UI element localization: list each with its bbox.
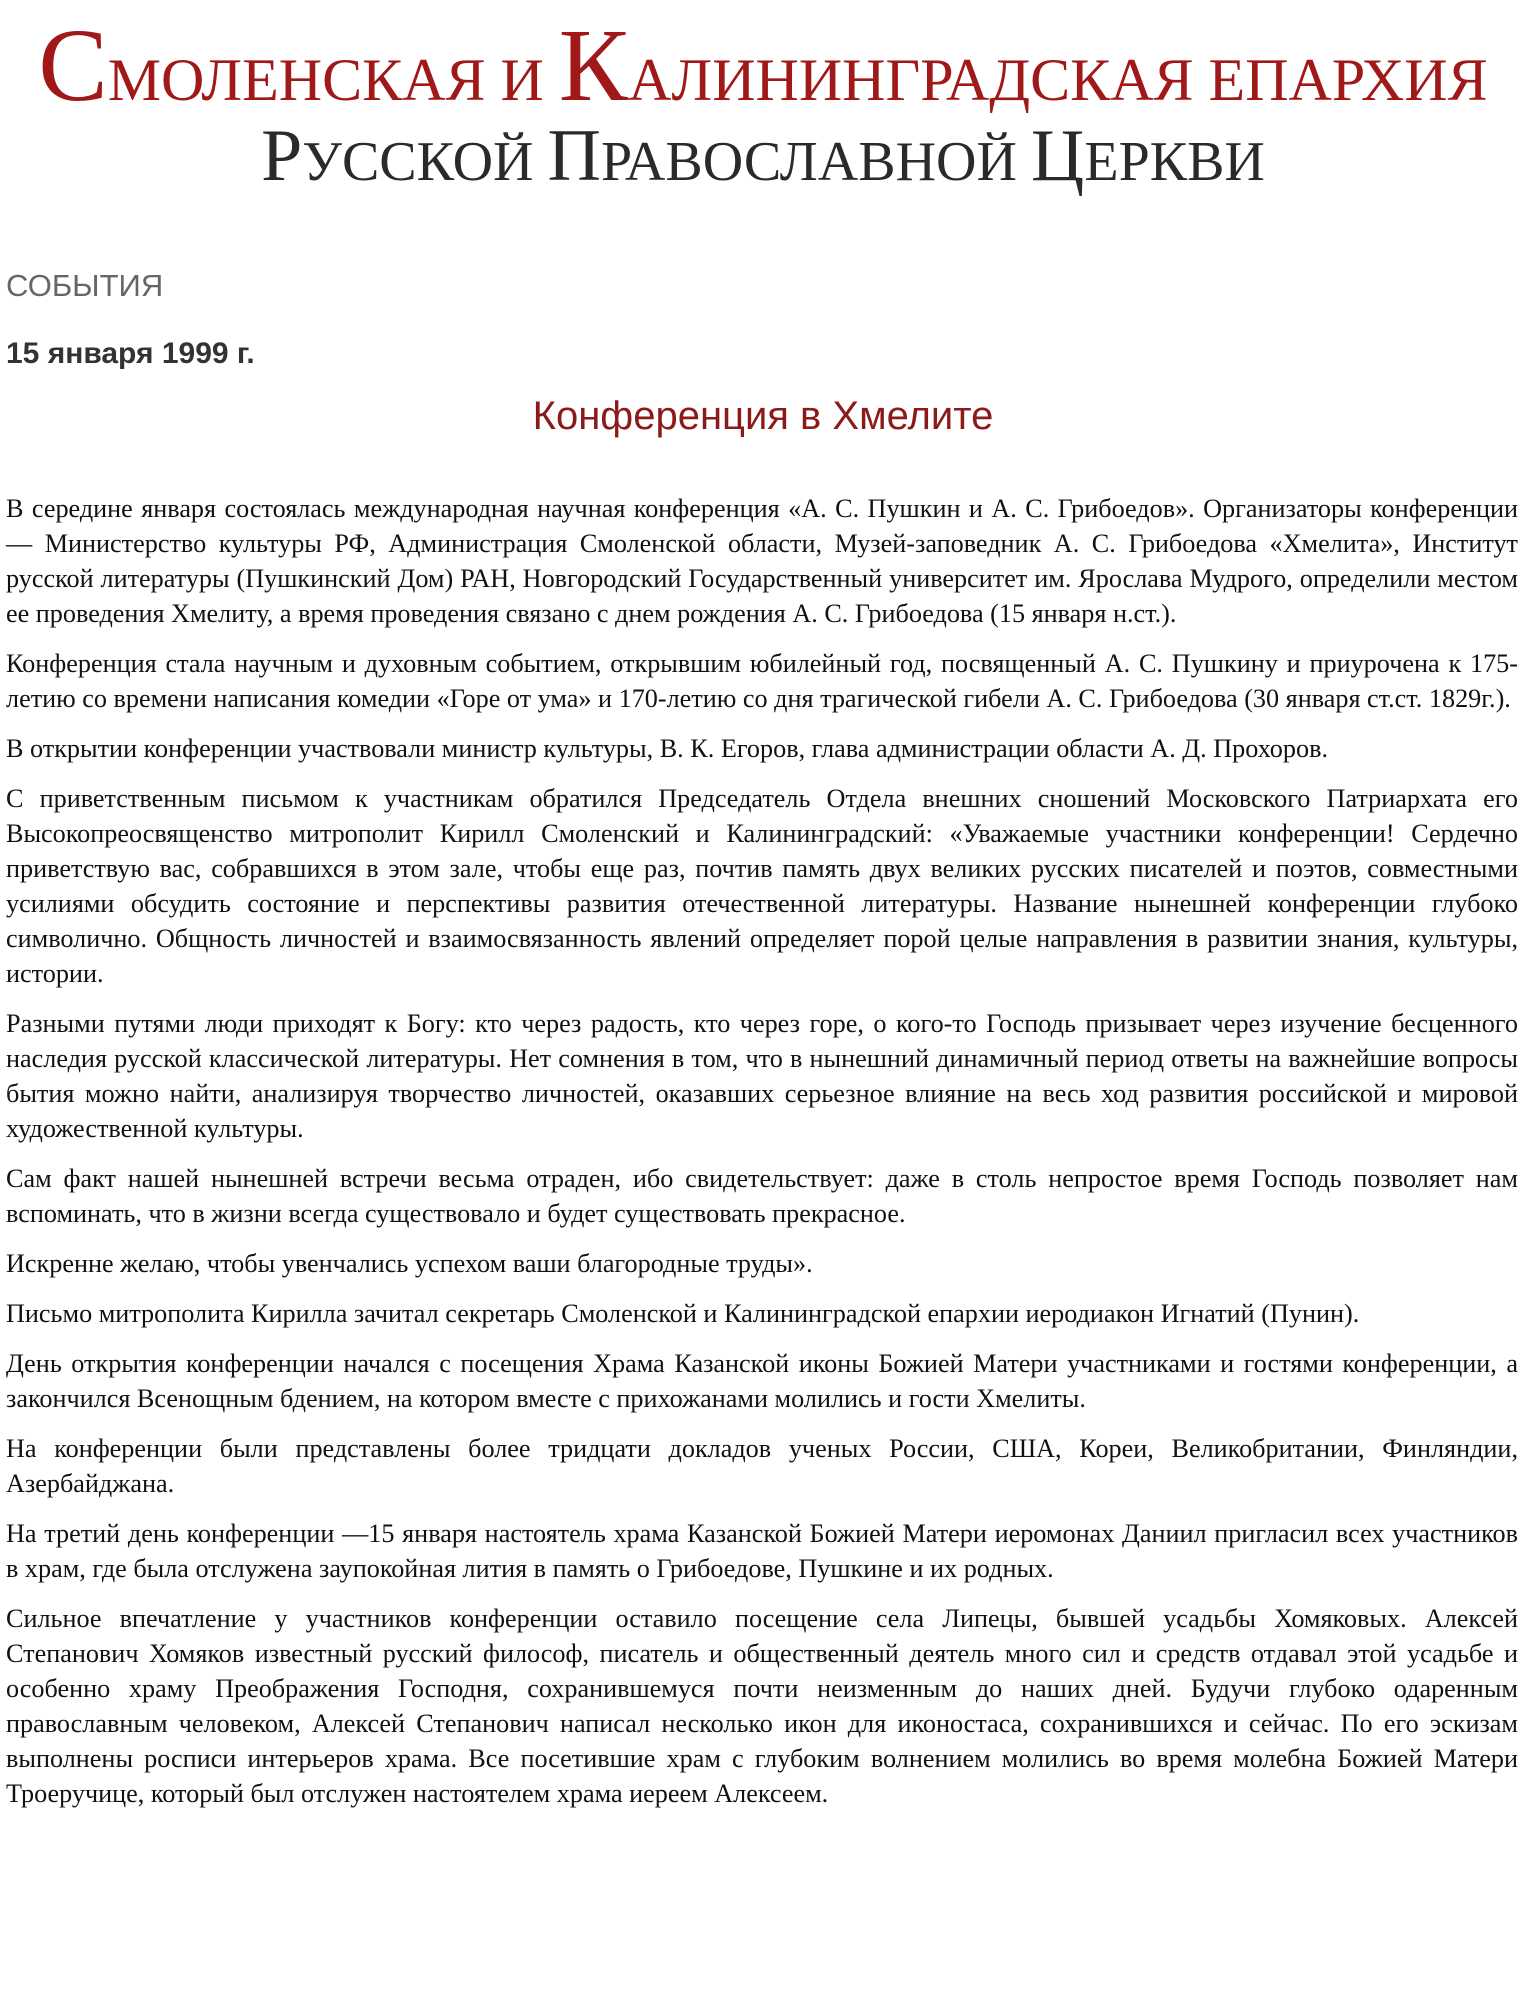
article-paragraph: Разными путями люди приходят к Богу: кто через радость, кто через горе, о кого-то Господь призывает через изучение бесценного наследия русской классической литературы. Нет сомнения в том, что в нынешний динамичный период ответы на важнейшие вопросы бытия можно найти, анализируя творчество личностей, оказавших серьезное влияние на весь ход развития российской и мировой художественной культуры. [6,1009,1518,1143]
article-paragraph: Искренне желаю, чтобы увенчались успехом ваши благородные труды». [6,1249,813,1278]
article-title: Конференция в Хмелите [532,394,994,438]
article-paragraph: Сильное впечатление у участников конференции оставило посещение села Липецы, бывшей усадьбы Хомяковых. Алексей Степанович Хомяков известный русский философ, писатель и общественный деятель много сил и средств отдавал этой усадьбе и особенно храму Преображения Господня, сохранившемуся почти неизменным до наших дней. Будучи глубоко одаренным православным человеком, Алексей Степанович написал несколько икон для иконостаса, сохранившихся и сейчас. По его эскизам выполнены росписи интерьеров храма. Все посетившие храм с глубоким волнением молились во время молебна Божией Матери Троеручице, который был отслужен настоятелем храма иереем Алексеем. [6,1604,1518,1808]
masthead-line-1 [38,8,1487,123]
masthead-text: РАВОСЛАВНОЙ [600,131,1031,193]
article-body [6,491,1518,1826]
section-label: СОБЫТИЯ [6,268,164,303]
masthead-text: АЛИНИНГРАДСКАЯ ЕПАРХИЯ [628,47,1488,113]
article-paragraph: Письмо митрополита Кирилла зачитал секретарь Смоленской и Калининградской епархии иеродиакон Игнатий (Пунин). [6,1299,1360,1328]
masthead-initial: Ц [1030,115,1085,197]
article-paragraph: День открытия конференции начался с посещения Храма Казанской иконы Божией Матери участниками и гостями конференции, а закончился Всенощным бдением, на котором вместе с прихожанами молились и гости Хмелиты. [6,1349,1518,1413]
article-paragraph: Сам факт нашей нынешней встречи весьма отраден, ибо свидетельствует: даже в столь непростое время Господь позволяет нам вспоминать, что в жизни всегда существовало и будет существовать прекрасное. [6,1164,1518,1228]
event-date: 15 января 1999 г. [6,337,255,370]
article-paragraph: На конференции были представлены более тридцати докладов ученых России, США, Кореи, Великобритании, Финляндии, Азербайджана. [6,1434,1518,1498]
masthead-text: УССКОЙ [302,131,548,193]
article-paragraph: На третий день конференции —15 января настоятель храма Казанской Божией Матери иеромонах Даниил пригласил всех участников в храм, где была отслужена заупокойная лития в память о Грибоедове, Пушкине и их родных. [6,1519,1518,1583]
masthead-text: ЕРКВИ [1084,131,1265,193]
masthead-line-2 [261,115,1265,197]
masthead-banner [0,0,1526,200]
masthead-initial: Р [261,115,303,197]
masthead-logo [0,0,1526,200]
masthead-initial: С [38,8,108,123]
article-paragraph: В открытии конференции участвовали министр культуры, В. К. Егоров, глава администрации области А. Д. Прохоров. [6,734,1328,763]
masthead-initial: П [547,115,601,197]
article-paragraph: Конференция стала научным и духовным событием, открывшим юбилейный год, посвященный А. С. Пушкину и приурочена к 175-летию со времени написания комедии «Горе от ума» и 170-летию со дня трагической гибели А. С. Грибоедова (30 января ст.ст. 1829г.). [6,649,1518,713]
masthead-text: МОЛЕНСКАЯ И [107,47,559,113]
masthead-initial: К [558,8,629,123]
article-paragraph: В середине января состоялась международная научная конференция «А. С. Пушкин и А. С. Грибоедов». Организаторы конференции — Министерство культуры РФ, Администрация Смоленской области, Музей-заповедник А. С. Грибоедова «Хмелита», Институт русской литературы (Пушкинский Дом) РАН, Новгородский Государственный университет им. Ярослава Мудрого, определили местом ее проведения Хмелиту, а время проведения связано с днем рождения А. С. Грибоедова (15 января н.ст.). [6,494,1518,628]
article-paragraph: С приветственным письмом к участникам обратился Председатель Отдела внешних сношений Московского Патриархата его Высокопреосвященство митрополит Кирилл Смоленский и Калининградский: «Уважаемые участники конференции! Сердечно приветствую вас, собравшихся в этом зале, чтобы еще раз, почтив память двух великих русских писателей и поэтов, совместными усилиями обсудить состояние и перспективы развития отечественной литературы. Название нынешней конференции глубоко символично. Общность личностей и взаимосвязанность явлений определяет порой целые направления в развитии знания, культуры, истории. [6,784,1518,988]
